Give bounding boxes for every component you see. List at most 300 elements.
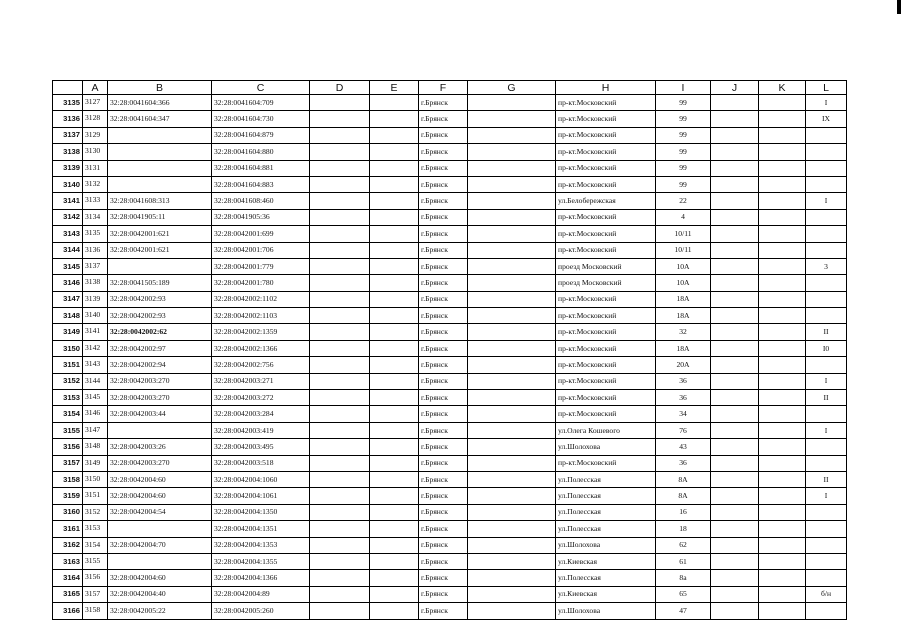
cell-e[interactable] [370, 242, 419, 258]
cell-b[interactable]: 32:28:0042005:22 [108, 603, 212, 619]
cell-g[interactable] [468, 111, 556, 127]
column-header-l[interactable]: L [806, 81, 847, 95]
cell-g[interactable] [468, 373, 556, 389]
cell-l[interactable] [806, 521, 847, 537]
cell-j[interactable] [711, 504, 759, 520]
cell-e[interactable] [370, 455, 419, 471]
cell-a[interactable]: 3154 [83, 537, 108, 553]
cell-l[interactable]: II [806, 324, 847, 340]
cell-l[interactable] [806, 553, 847, 569]
cell-j[interactable] [711, 553, 759, 569]
cell-b[interactable] [108, 422, 212, 438]
cell-f[interactable]: г.Брянск [419, 144, 468, 160]
cell-g[interactable] [468, 471, 556, 487]
cell-e[interactable] [370, 471, 419, 487]
cell-l[interactable]: II [806, 390, 847, 406]
cell-l[interactable] [806, 144, 847, 160]
cell-i[interactable]: 10А [656, 275, 711, 291]
cell-i[interactable]: 16 [656, 504, 711, 520]
cell-c[interactable]: 32:28:0042002:1366 [212, 340, 310, 356]
cell-j[interactable] [711, 603, 759, 619]
cell-j[interactable] [711, 357, 759, 373]
cell-h[interactable]: пр-кт.Московский [556, 226, 656, 242]
cell-h[interactable]: ул.Полесская [556, 570, 656, 586]
cell-a[interactable]: 3152 [83, 504, 108, 520]
cell-i[interactable]: 99 [656, 176, 711, 192]
cell-h[interactable]: пр-кт.Московский [556, 209, 656, 225]
cell-b[interactable] [108, 144, 212, 160]
cell-f[interactable]: г.Брянск [419, 603, 468, 619]
cell-b[interactable]: 32:28:0042003:26 [108, 439, 212, 455]
cell-l[interactable] [806, 160, 847, 176]
cell-h[interactable]: ул.Шолохова [556, 603, 656, 619]
cell-a[interactable]: 3153 [83, 521, 108, 537]
cell-f[interactable]: г.Брянск [419, 127, 468, 143]
cell-j[interactable] [711, 422, 759, 438]
cell-d[interactable] [310, 553, 370, 569]
cell-i[interactable]: 99 [656, 160, 711, 176]
cell-f[interactable]: г.Брянск [419, 471, 468, 487]
cell-c[interactable]: 32:28:0042003:272 [212, 390, 310, 406]
cell-l[interactable]: I0 [806, 340, 847, 356]
cell-f[interactable]: г.Брянск [419, 111, 468, 127]
cell-i[interactable]: 34 [656, 406, 711, 422]
cell-d[interactable] [310, 144, 370, 160]
cell-i[interactable]: 8А [656, 471, 711, 487]
cell-k[interactable] [759, 471, 806, 487]
cell-f[interactable]: г.Брянск [419, 406, 468, 422]
cell-f[interactable]: г.Брянск [419, 308, 468, 324]
cell-e[interactable] [370, 127, 419, 143]
row-number-cell[interactable]: 3143 [53, 226, 83, 242]
row-number-cell[interactable]: 3145 [53, 258, 83, 274]
cell-b[interactable]: 32:28:0041505:189 [108, 275, 212, 291]
cell-d[interactable] [310, 193, 370, 209]
cell-l[interactable] [806, 291, 847, 307]
cell-d[interactable] [310, 95, 370, 111]
cell-j[interactable] [711, 471, 759, 487]
cell-b[interactable]: 32:28:0042002:94 [108, 357, 212, 373]
cell-c[interactable]: 32:28:0041604:883 [212, 176, 310, 192]
row-number-cell[interactable]: 3160 [53, 504, 83, 520]
cell-i[interactable]: 18А [656, 291, 711, 307]
cell-k[interactable] [759, 275, 806, 291]
cell-i[interactable]: 32 [656, 324, 711, 340]
cell-g[interactable] [468, 176, 556, 192]
cell-d[interactable] [310, 603, 370, 619]
row-number-cell[interactable]: 3166 [53, 603, 83, 619]
cell-j[interactable] [711, 258, 759, 274]
cell-b[interactable]: 32:28:0041604:366 [108, 95, 212, 111]
cell-g[interactable] [468, 455, 556, 471]
cell-b[interactable]: 32:28:0042004:54 [108, 504, 212, 520]
cell-h[interactable]: ул.Полесская [556, 471, 656, 487]
cell-a[interactable]: 3138 [83, 275, 108, 291]
cell-i[interactable]: 18А [656, 308, 711, 324]
column-header-e[interactable]: E [370, 81, 419, 95]
cell-b[interactable]: 32:28:0042003:270 [108, 390, 212, 406]
cell-l[interactable] [806, 439, 847, 455]
cell-k[interactable] [759, 144, 806, 160]
cell-f[interactable]: г.Брянск [419, 209, 468, 225]
cell-g[interactable] [468, 160, 556, 176]
cell-a[interactable]: 3145 [83, 390, 108, 406]
cell-a[interactable]: 3146 [83, 406, 108, 422]
cell-l[interactable] [806, 537, 847, 553]
cell-a[interactable]: 3144 [83, 373, 108, 389]
cell-i[interactable]: 8А [656, 488, 711, 504]
cell-e[interactable] [370, 111, 419, 127]
cell-f[interactable]: г.Брянск [419, 439, 468, 455]
cell-a[interactable]: 3127 [83, 95, 108, 111]
cell-f[interactable]: г.Брянск [419, 226, 468, 242]
row-number-cell[interactable]: 3165 [53, 586, 83, 602]
cell-d[interactable] [310, 111, 370, 127]
cell-e[interactable] [370, 586, 419, 602]
row-number-cell[interactable]: 3161 [53, 521, 83, 537]
cell-l[interactable]: I [806, 95, 847, 111]
cell-e[interactable] [370, 373, 419, 389]
cell-d[interactable] [310, 226, 370, 242]
cell-l[interactable] [806, 176, 847, 192]
cell-k[interactable] [759, 291, 806, 307]
cell-l[interactable] [806, 242, 847, 258]
row-number-cell[interactable]: 3142 [53, 209, 83, 225]
column-header-b[interactable]: B [108, 81, 212, 95]
cell-h[interactable]: пр-кт.Московский [556, 95, 656, 111]
cell-l[interactable]: 3 [806, 258, 847, 274]
cell-l[interactable] [806, 570, 847, 586]
cell-a[interactable]: 3148 [83, 439, 108, 455]
cell-k[interactable] [759, 127, 806, 143]
row-number-cell[interactable]: 3156 [53, 439, 83, 455]
cell-b[interactable]: 32:28:0042001:621 [108, 226, 212, 242]
cell-c[interactable]: 32:28:0042004:1366 [212, 570, 310, 586]
cell-k[interactable] [759, 553, 806, 569]
cell-c[interactable]: 32:28:0042002:1103 [212, 308, 310, 324]
cell-l[interactable]: II [806, 471, 847, 487]
column-header-j[interactable]: J [711, 81, 759, 95]
cell-f[interactable]: г.Брянск [419, 340, 468, 356]
cell-j[interactable] [711, 111, 759, 127]
row-number-cell[interactable]: 3140 [53, 176, 83, 192]
cell-j[interactable] [711, 308, 759, 324]
cell-a[interactable]: 3137 [83, 258, 108, 274]
cell-d[interactable] [310, 390, 370, 406]
cell-b[interactable]: 32:28:0041608:313 [108, 193, 212, 209]
cell-k[interactable] [759, 537, 806, 553]
cell-b[interactable]: 32:28:0042002:62 [108, 324, 212, 340]
cell-e[interactable] [370, 488, 419, 504]
cell-g[interactable] [468, 340, 556, 356]
cell-c[interactable]: 32:28:0042004:1355 [212, 553, 310, 569]
corner-cell[interactable] [53, 81, 83, 95]
cell-i[interactable]: 43 [656, 439, 711, 455]
cell-i[interactable]: 99 [656, 144, 711, 160]
column-header-c[interactable]: C [212, 81, 310, 95]
cell-b[interactable]: 32:28:0041604:347 [108, 111, 212, 127]
cell-k[interactable] [759, 357, 806, 373]
cell-k[interactable] [759, 308, 806, 324]
cell-k[interactable] [759, 176, 806, 192]
cell-c[interactable]: 32:28:0042001:780 [212, 275, 310, 291]
cell-f[interactable]: г.Брянск [419, 553, 468, 569]
cell-e[interactable] [370, 95, 419, 111]
cell-a[interactable]: 3135 [83, 226, 108, 242]
cell-i[interactable]: 76 [656, 422, 711, 438]
cell-h[interactable]: пр-кт.Московский [556, 406, 656, 422]
cell-i[interactable]: 65 [656, 586, 711, 602]
cell-e[interactable] [370, 422, 419, 438]
cell-h[interactable]: ул.Олега Кошевого [556, 422, 656, 438]
cell-a[interactable]: 3142 [83, 340, 108, 356]
cell-e[interactable] [370, 258, 419, 274]
cell-b[interactable]: 32:28:0042004:60 [108, 471, 212, 487]
cell-b[interactable] [108, 258, 212, 274]
cell-i[interactable]: 22 [656, 193, 711, 209]
cell-i[interactable]: 10/11 [656, 242, 711, 258]
cell-c[interactable]: 32:28:0041604:879 [212, 127, 310, 143]
cell-d[interactable] [310, 242, 370, 258]
cell-h[interactable]: пр-кт.Московский [556, 291, 656, 307]
cell-f[interactable]: г.Брянск [419, 537, 468, 553]
cell-k[interactable] [759, 111, 806, 127]
cell-b[interactable]: 32:28:0042004:40 [108, 586, 212, 602]
cell-c[interactable]: 32:28:0041608:460 [212, 193, 310, 209]
cell-g[interactable] [468, 324, 556, 340]
cell-f[interactable]: г.Брянск [419, 422, 468, 438]
cell-j[interactable] [711, 226, 759, 242]
cell-b[interactable]: 32:28:0041905:11 [108, 209, 212, 225]
cell-e[interactable] [370, 340, 419, 356]
cell-b[interactable] [108, 553, 212, 569]
cell-j[interactable] [711, 193, 759, 209]
row-number-cell[interactable]: 3149 [53, 324, 83, 340]
cell-i[interactable]: 99 [656, 111, 711, 127]
cell-j[interactable] [711, 291, 759, 307]
cell-a[interactable]: 3151 [83, 488, 108, 504]
cell-a[interactable]: 3139 [83, 291, 108, 307]
column-header-d[interactable]: D [310, 81, 370, 95]
cell-b[interactable]: 32:28:0042003:44 [108, 406, 212, 422]
cell-c[interactable]: 32:28:0042003:518 [212, 455, 310, 471]
cell-c[interactable]: 32:28:0042004:89 [212, 586, 310, 602]
cell-a[interactable]: 3158 [83, 603, 108, 619]
cell-a[interactable]: 3131 [83, 160, 108, 176]
cell-c[interactable]: 32:28:0041604:881 [212, 160, 310, 176]
cell-k[interactable] [759, 324, 806, 340]
cell-a[interactable]: 3133 [83, 193, 108, 209]
cell-c[interactable]: 32:28:0042004:1350 [212, 504, 310, 520]
cell-b[interactable] [108, 160, 212, 176]
cell-k[interactable] [759, 209, 806, 225]
cell-f[interactable]: г.Брянск [419, 291, 468, 307]
cell-l[interactable] [806, 226, 847, 242]
cell-j[interactable] [711, 242, 759, 258]
cell-f[interactable]: г.Брянск [419, 275, 468, 291]
cell-g[interactable] [468, 553, 556, 569]
cell-a[interactable]: 3156 [83, 570, 108, 586]
cell-d[interactable] [310, 340, 370, 356]
cell-k[interactable] [759, 570, 806, 586]
row-number-cell[interactable]: 3164 [53, 570, 83, 586]
cell-i[interactable]: 4 [656, 209, 711, 225]
cell-d[interactable] [310, 324, 370, 340]
row-number-cell[interactable]: 3152 [53, 373, 83, 389]
cell-g[interactable] [468, 127, 556, 143]
cell-l[interactable] [806, 127, 847, 143]
cell-e[interactable] [370, 193, 419, 209]
cell-g[interactable] [468, 586, 556, 602]
cell-e[interactable] [370, 570, 419, 586]
cell-a[interactable]: 3134 [83, 209, 108, 225]
cell-c[interactable]: 32:28:0042003:419 [212, 422, 310, 438]
cell-e[interactable] [370, 390, 419, 406]
cell-j[interactable] [711, 390, 759, 406]
cell-a[interactable]: 3128 [83, 111, 108, 127]
cell-h[interactable]: ул.Полесская [556, 504, 656, 520]
cell-b[interactable]: 32:28:0042002:93 [108, 308, 212, 324]
cell-e[interactable] [370, 537, 419, 553]
cell-g[interactable] [468, 258, 556, 274]
cell-d[interactable] [310, 521, 370, 537]
cell-e[interactable] [370, 291, 419, 307]
cell-g[interactable] [468, 95, 556, 111]
cell-b[interactable]: 32:28:0042004:60 [108, 488, 212, 504]
cell-d[interactable] [310, 275, 370, 291]
cell-k[interactable] [759, 422, 806, 438]
cell-g[interactable] [468, 209, 556, 225]
cell-l[interactable]: I [806, 193, 847, 209]
column-header-k[interactable]: K [759, 81, 806, 95]
cell-a[interactable]: 3140 [83, 308, 108, 324]
cell-d[interactable] [310, 308, 370, 324]
cell-i[interactable]: 8а [656, 570, 711, 586]
cell-e[interactable] [370, 521, 419, 537]
cell-d[interactable] [310, 586, 370, 602]
cell-j[interactable] [711, 373, 759, 389]
cell-i[interactable]: 36 [656, 373, 711, 389]
cell-a[interactable]: 3150 [83, 471, 108, 487]
cell-l[interactable]: IX [806, 111, 847, 127]
cell-b[interactable]: 32:28:0042002:97 [108, 340, 212, 356]
cell-h[interactable]: ул.Шолохова [556, 439, 656, 455]
row-number-cell[interactable]: 3136 [53, 111, 83, 127]
cell-e[interactable] [370, 226, 419, 242]
cell-k[interactable] [759, 193, 806, 209]
cell-e[interactable] [370, 160, 419, 176]
cell-l[interactable]: I [806, 422, 847, 438]
cell-b[interactable]: 32:28:0042001:621 [108, 242, 212, 258]
cell-j[interactable] [711, 521, 759, 537]
cell-h[interactable]: пр-кт.Московский [556, 242, 656, 258]
cell-f[interactable]: г.Брянск [419, 242, 468, 258]
cell-j[interactable] [711, 455, 759, 471]
cell-d[interactable] [310, 176, 370, 192]
row-number-cell[interactable]: 3162 [53, 537, 83, 553]
cell-k[interactable] [759, 488, 806, 504]
cell-c[interactable]: 32:28:0042003:495 [212, 439, 310, 455]
cell-f[interactable]: г.Брянск [419, 324, 468, 340]
row-number-cell[interactable]: 3144 [53, 242, 83, 258]
cell-a[interactable]: 3143 [83, 357, 108, 373]
cell-l[interactable] [806, 275, 847, 291]
row-number-cell[interactable]: 3135 [53, 95, 83, 111]
cell-g[interactable] [468, 291, 556, 307]
row-number-cell[interactable]: 3157 [53, 455, 83, 471]
cell-k[interactable] [759, 226, 806, 242]
cell-k[interactable] [759, 439, 806, 455]
cell-f[interactable]: г.Брянск [419, 373, 468, 389]
cell-i[interactable]: 61 [656, 553, 711, 569]
cell-h[interactable]: пр-кт.Московский [556, 373, 656, 389]
cell-g[interactable] [468, 537, 556, 553]
cell-k[interactable] [759, 95, 806, 111]
cell-i[interactable]: 36 [656, 390, 711, 406]
cell-f[interactable]: г.Брянск [419, 176, 468, 192]
cell-k[interactable] [759, 504, 806, 520]
cell-e[interactable] [370, 504, 419, 520]
cell-i[interactable]: 36 [656, 455, 711, 471]
cell-j[interactable] [711, 406, 759, 422]
cell-e[interactable] [370, 176, 419, 192]
cell-k[interactable] [759, 258, 806, 274]
cell-h[interactable]: пр-кт.Московский [556, 357, 656, 373]
row-number-cell[interactable]: 3137 [53, 127, 83, 143]
cell-g[interactable] [468, 488, 556, 504]
cell-c[interactable]: 32:28:0042004:1353 [212, 537, 310, 553]
cell-h[interactable]: пр-кт.Московский [556, 176, 656, 192]
cell-l[interactable]: I [806, 488, 847, 504]
cell-h[interactable]: ул.Шолохова [556, 537, 656, 553]
cell-f[interactable]: г.Брянск [419, 390, 468, 406]
cell-h[interactable]: ул.Полесская [556, 521, 656, 537]
cell-j[interactable] [711, 439, 759, 455]
cell-a[interactable]: 3136 [83, 242, 108, 258]
cell-k[interactable] [759, 455, 806, 471]
cell-h[interactable]: проезд Московский [556, 275, 656, 291]
cell-j[interactable] [711, 144, 759, 160]
cell-j[interactable] [711, 275, 759, 291]
cell-l[interactable] [806, 455, 847, 471]
cell-d[interactable] [310, 406, 370, 422]
row-number-cell[interactable]: 3163 [53, 553, 83, 569]
cell-c[interactable]: 32:28:0042001:699 [212, 226, 310, 242]
row-number-cell[interactable]: 3146 [53, 275, 83, 291]
cell-f[interactable]: г.Брянск [419, 504, 468, 520]
cell-g[interactable] [468, 275, 556, 291]
cell-i[interactable]: 20А [656, 357, 711, 373]
cell-h[interactable]: пр-кт.Московский [556, 111, 656, 127]
cell-g[interactable] [468, 521, 556, 537]
cell-c[interactable]: 32:28:0042001:706 [212, 242, 310, 258]
column-header-i[interactable]: I [656, 81, 711, 95]
row-number-cell[interactable]: 3158 [53, 471, 83, 487]
cell-d[interactable] [310, 291, 370, 307]
cell-c[interactable]: 32:28:0042002:1102 [212, 291, 310, 307]
cell-c[interactable]: 32:28:0042004:1351 [212, 521, 310, 537]
cell-k[interactable] [759, 603, 806, 619]
cell-l[interactable]: б/н [806, 586, 847, 602]
cell-j[interactable] [711, 324, 759, 340]
cell-f[interactable]: г.Брянск [419, 193, 468, 209]
cell-g[interactable] [468, 308, 556, 324]
cell-b[interactable]: 32:28:0042004:60 [108, 570, 212, 586]
row-number-cell[interactable]: 3153 [53, 390, 83, 406]
column-header-a[interactable]: A [83, 81, 108, 95]
cell-d[interactable] [310, 488, 370, 504]
cell-h[interactable]: пр-кт.Московский [556, 144, 656, 160]
